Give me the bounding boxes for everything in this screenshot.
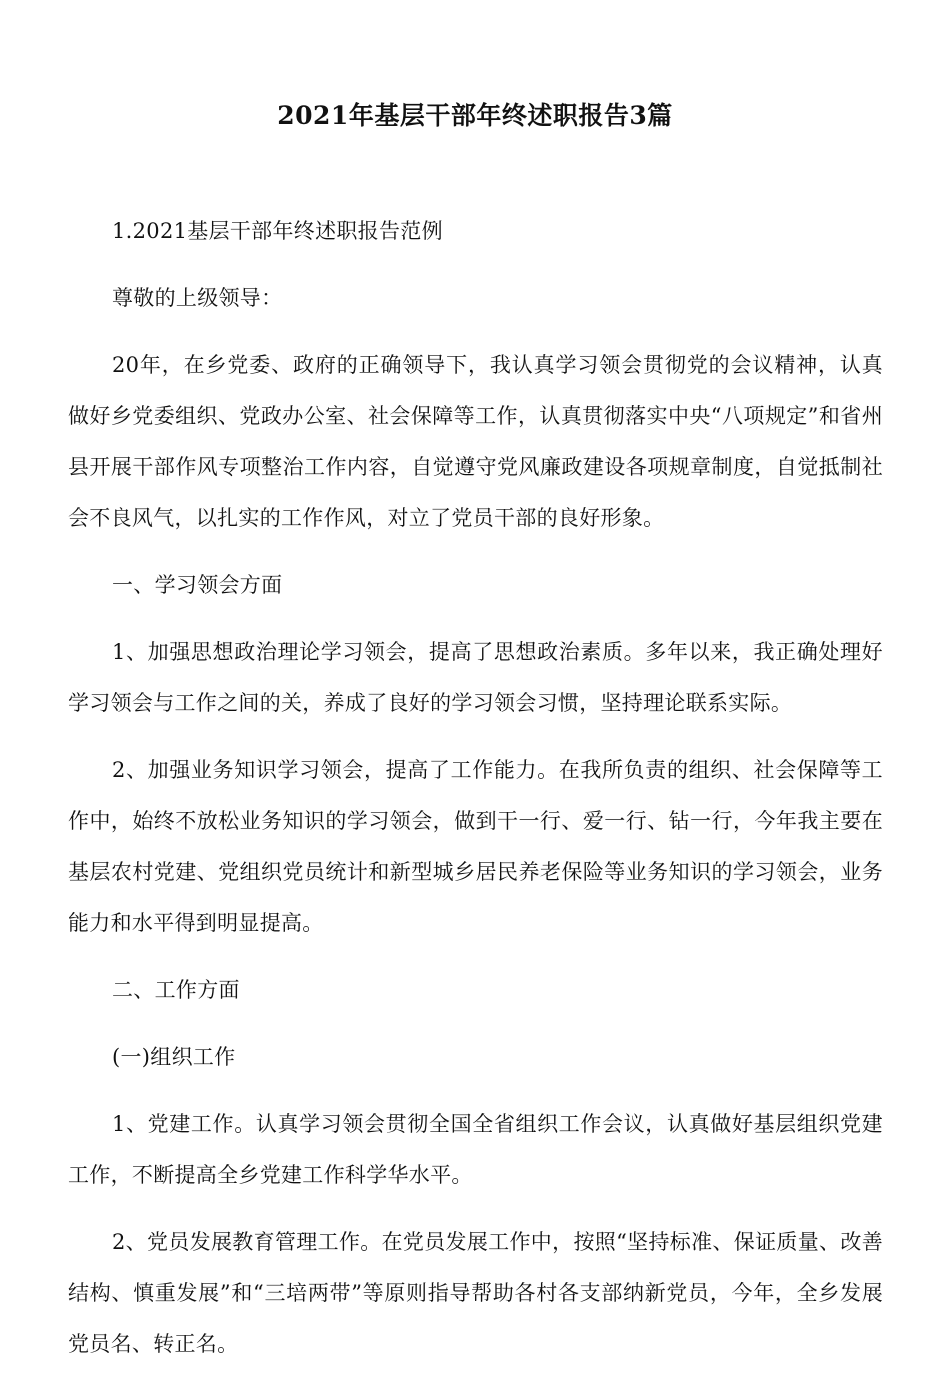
document-body [68, 206, 883, 1386]
intro-paragraph: 20年，在乡党委、政府的正确领导下，我认真学习领会贯彻党的会议精神，认真做好乡党委组织、党政办公室、社会保障等工作，认真贯彻落实中央“八项规定”和省州县开展干部作风专项整治工作内容，自觉遵守党风廉政建设各项规章制度，自觉抵制社会不良风气，以扎实的工作作风，对立了党员干部的良好形象。 [68, 353, 883, 530]
study-paragraph-1: 1、加强思想政治理论学习领会，提高了思想政治素质。多年以来，我正确处理好学习领会与工作之间的关，养成了良好的学习领会习惯，坚持理论联系实际。 [68, 640, 883, 715]
subsection-heading-organization: (一)组织工作 [112, 1045, 236, 1069]
section-heading-example: 1.2021基层干部年终述职报告范例 [112, 219, 443, 243]
study-paragraph-2: 2、加强业务知识学习领会，提高了工作能力。在我所负责的组织、社会保障等工作中，始终不放松业务知识的学习领会，做到干一行、爱一行、钻一行，今年我主要在基层农村党建、党组织党员统计和新型城乡居民养老保险等业务知识的学习领会，业务能力和水平得到明显提高。 [68, 758, 883, 935]
work-paragraph-1: 1、党建工作。认真学习领会贯彻全国全省组织工作会议，认真做好基层组织党建工作，不断提高全乡党建工作科学华水平。 [68, 1112, 883, 1187]
document-title: 2021年基层干部年终述职报告3篇 [277, 101, 673, 130]
salutation: 尊敬的上级领导： [112, 286, 283, 310]
work-paragraph-2: 2、党员发展教育管理工作。在党员发展工作中，按照“坚持标准、保证质量、改善结构、慎重发展”和“三培两带”等原则指导帮助各村各支部纳新党员，今年，全乡发展党员名、转正名。 [68, 1230, 883, 1356]
section-heading-study: 一、学习领会方面 [112, 573, 283, 597]
section-heading-work: 二、工作方面 [112, 978, 240, 1002]
